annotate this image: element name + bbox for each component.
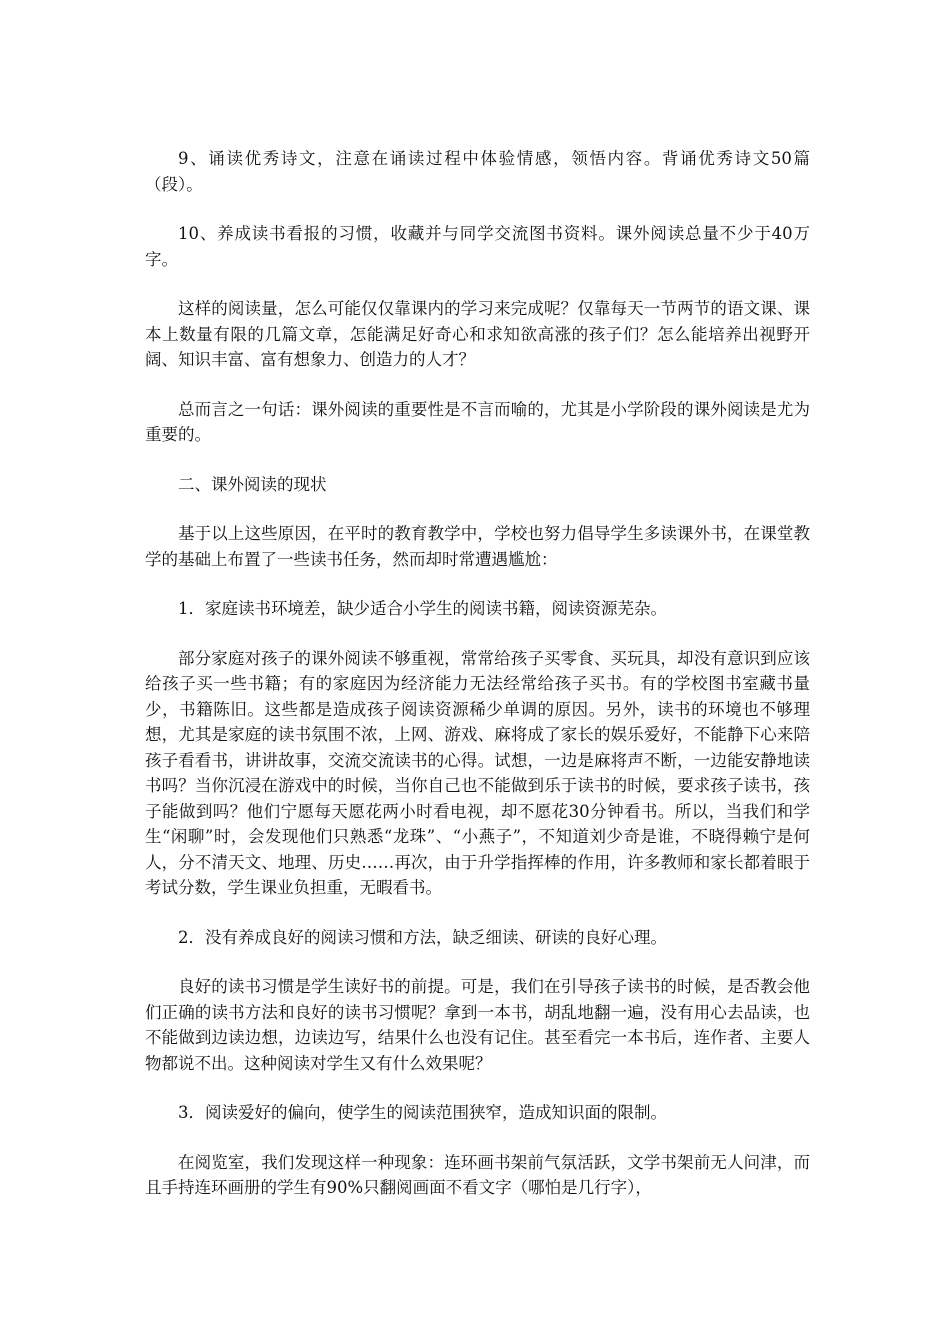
paragraph-family-environment: 部分家庭对孩子的课外阅读不够重视，常常给孩子买零食、买玩具，却没有意识到应该给孩子买一些书籍；有的家庭因为经济能力无法经常给孩子买书。有的学校图书室藏书量少，书籍陈旧。这些都是造成孩子阅读资源稀少单调的原因。另外，读书的环境也不够理想，尤其是家庭的读书氛围不浓，上网、游戏、麻将成了家长的娱乐爱好，不能静下心来陪孩子看看书，讲讲故事，交流交流读书的心得。试想，一边是麻将声不断，一边能安静地读书吗？当你沉浸在游戏中的时候，当你自己也不能做到乐于读书的时候，要求孩子读书，孩子能做到吗？他们宁愿每天愿花两小时看电视，却不愿花30分钟看书。所以，当我们和学生“闲聊”时，会发现他们只熟悉“龙珠”、“小燕子”，不知道刘少奇是谁，不晓得赖宁是何人，分不清天文、地理、历史……再次，由于升学指挥棒的作用，许多教师和家长都着眼于考试分数，学生课业负担重，无暇看书。 [145,648,810,897]
paragraph-item-10-reading-volume: 10、养成读书看报的习惯，收藏并与同学交流图书资料。课外阅读总量不少于40万字。 [145,224,810,269]
subheading-reading-preference: 3．阅读爱好的偏向，使学生的阅读范围狭窄，造成知识面的限制。 [178,1103,667,1122]
paragraph-summary: 总而言之一句话：课外阅读的重要性是不言而喻的，尤其是小学阶段的课外阅读是尤为重要的。 [145,399,810,444]
paragraph-reading-habits: 良好的读书习惯是学生读好书的前提。可是，我们在引导孩子读书的时候，是否教会他们正确的读书方法和良好的读书习惯呢？拿到一本书，胡乱地翻一遍，没有用心去品读，也不能做到边读边想，边读边写，结果什么也没有记住。甚至看完一本书后，连作者、主要人物都说不出。这种阅读对学生又有什么效果呢？ [145,977,810,1073]
subheading-reading-habits: 2．没有养成良好的阅读习惯和方法，缺乏细读、研读的良好心理。 [178,927,667,947]
subheading-family-environment: 1．家庭读书环境差，缺少适合小学生的阅读书籍，阅读资源芜杂。 [178,599,667,618]
paragraph-background: 基于以上这些原因，在平时的教育教学中，学校也努力倡导学生多读课外书，在课堂教学的基础上布置了一些读书任务，然而却时常遭遇尴尬： [145,524,810,569]
document-body [145,146,810,1225]
paragraph-reading-room: 在阅览室，我们发现这样一种现象：连环画书架前气氛活跃，文学书架前无人问津，而且手持连环画册的学生有90%只翻阅画面不看文字（哪怕是几行字）， [145,1152,810,1197]
section-heading-current-status: 二、课外阅读的现状 [178,474,327,494]
paragraph-item-9-recite: 9、诵读优秀诗文，注意在诵读过程中体验情感，领悟内容。背诵优秀诗文50篇（段）。 [145,149,810,194]
paragraph-reading-amount-question: 这样的阅读量，怎么可能仅仅靠课内的学习来完成呢？仅靠每天一节两节的语文课、课本上数量有限的几篇文章，怎能满足好奇心和求知欲高涨的孩子们？怎么能培养出视野开阔、知识丰富、富有想象力、创造力的人才？ [145,299,810,369]
